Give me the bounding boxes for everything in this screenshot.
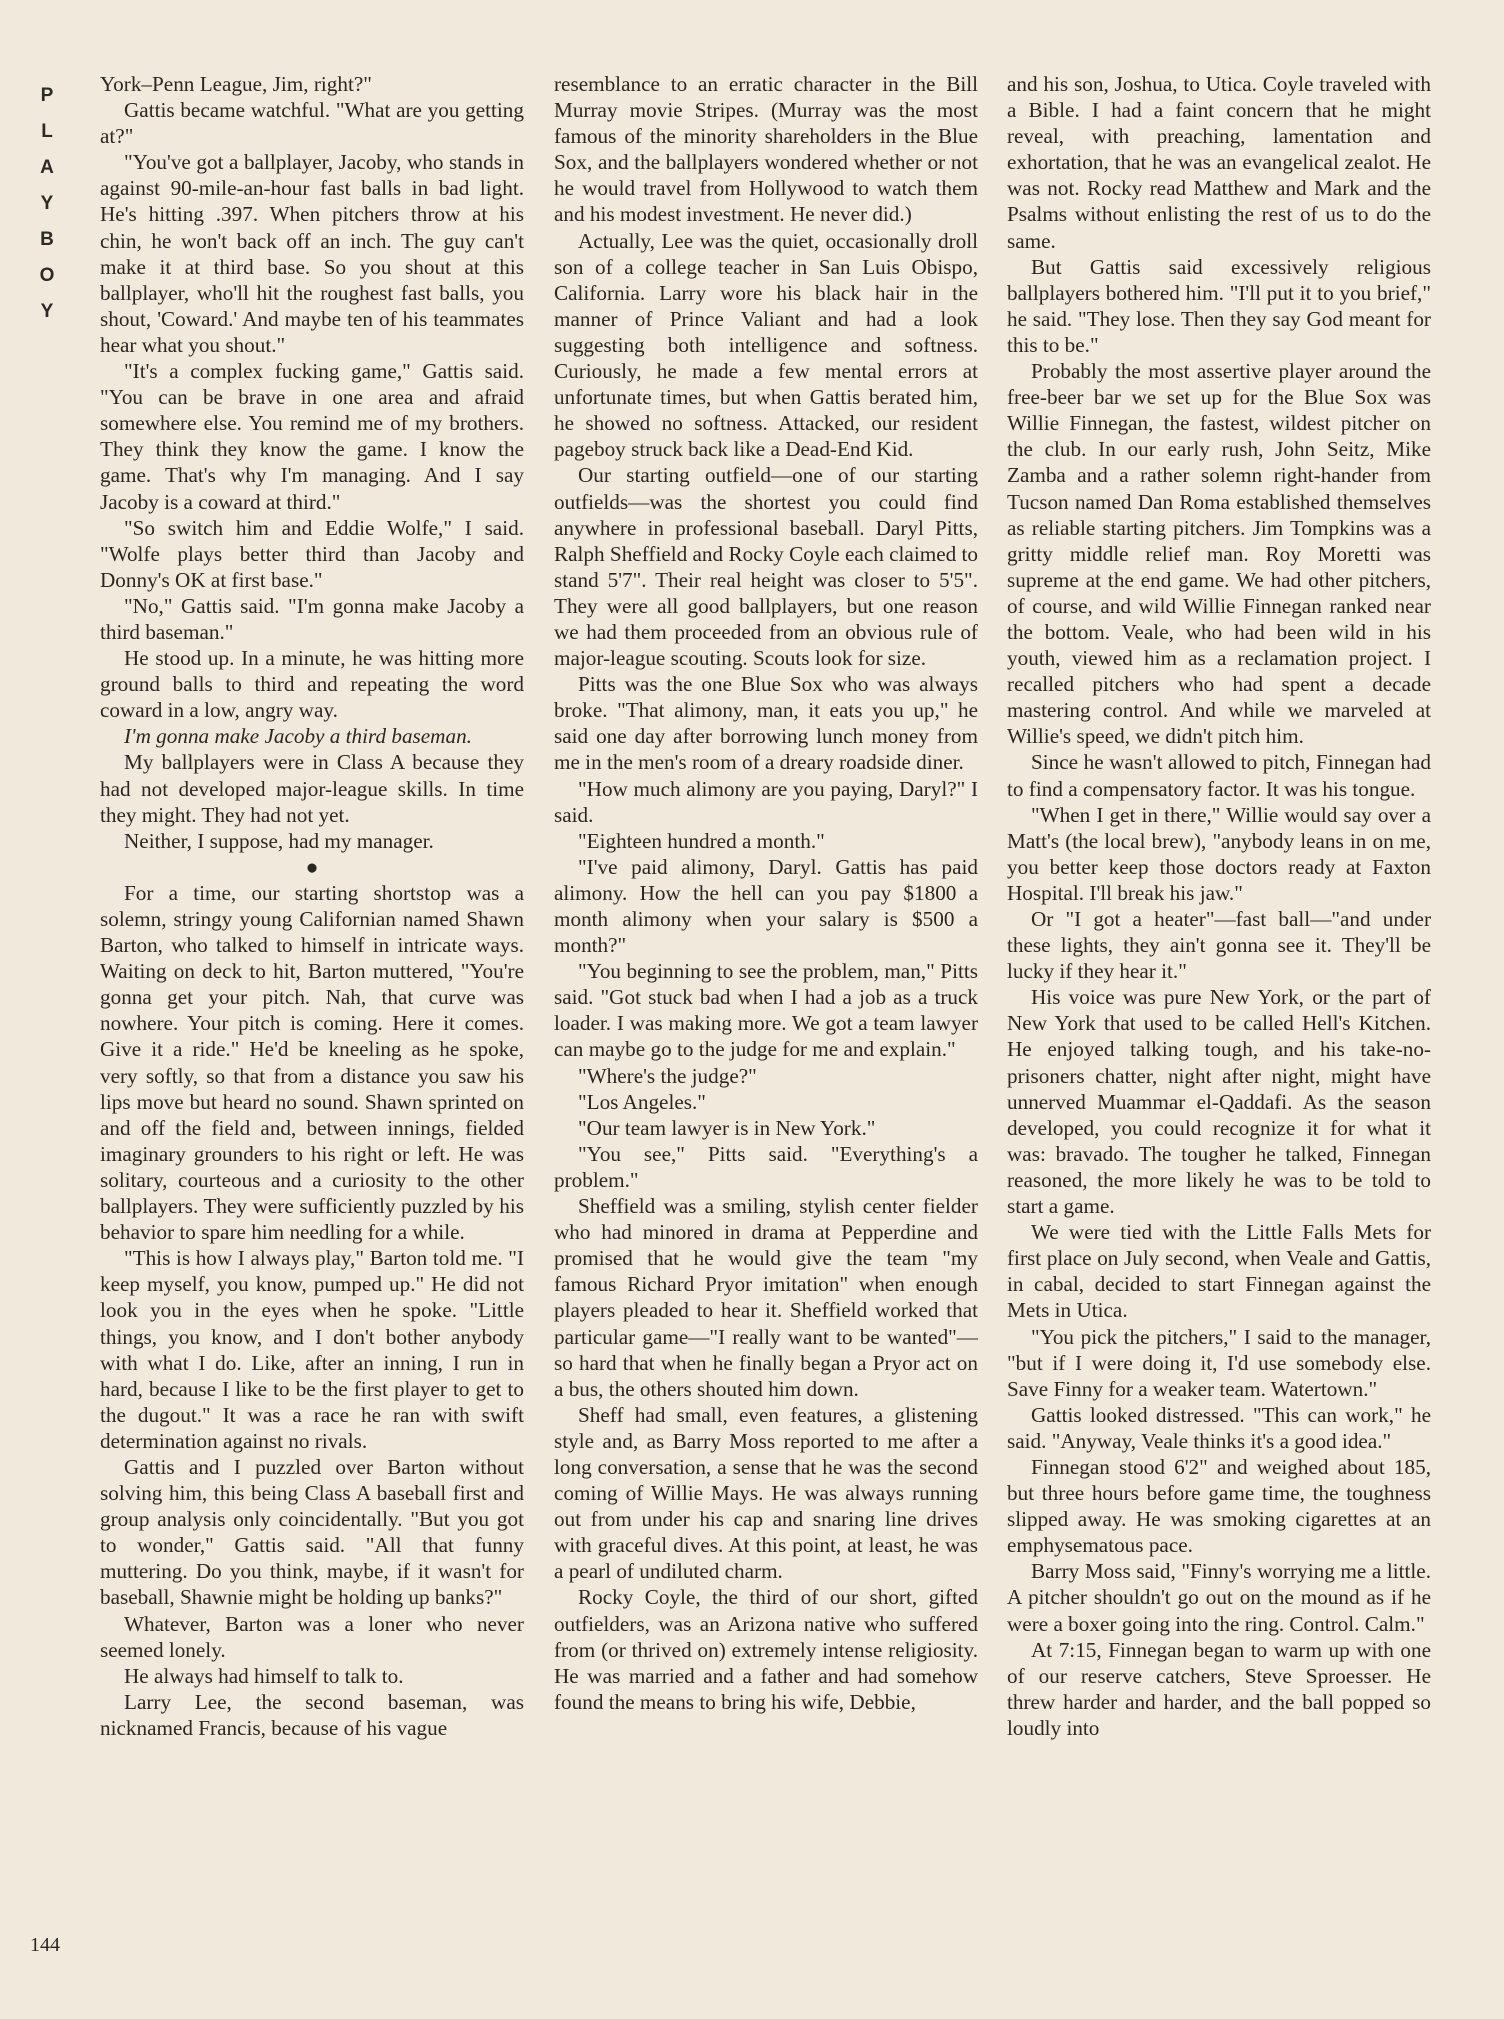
paragraph: and his son, Joshua, to Utica. Coyle traveled with a Bible. I had a faint concern that he might reveal, with preaching, lamentation and exhortation, that he was an evangelical zealot. He was not. Rocky read Matthew and Mark and the Psalms without enlisting the rest of us to do the same. (1007, 72, 1431, 253)
paragraph: Gattis and I puzzled over Barton without solving him, this being Class A baseball first and group analysis only coincidentally. "But you got to wonder," Gattis said. "All that funny muttering. Do you think, maybe, if it wasn't for baseball, Shawnie might be holding up banks?" (100, 1454, 524, 1610)
logo-letter: P (40, 85, 54, 106)
paragraph: Rocky Coyle, the third of our short, gifted outfielders, was an Arizona native who suffered from (or thrived on) extremely intense religiosity. He was married and a father and had somehow found the means to bring his wife, Debbie, (554, 1585, 978, 1714)
paragraph: "Our team lawyer is in New York." (578, 1115, 876, 1140)
logo-letter: L (41, 121, 53, 142)
paragraph: York–Penn League, Jim, right?" (100, 72, 372, 96)
paragraph: Sheffield was a smiling, stylish center fielder who had minored in drama at Pepperdine and promised that he would give the team "my famous Richard Pryor imitation" when enough players pleaded to hear it. Sheffield worked that particular game—"I really want to be wanted"—so hard that when he finally began a Pryor act on a bus, the others shouted him down. (554, 1194, 978, 1401)
paragraph: My ballplayers were in Class A because they had not developed major-league skills. In time they might. They had not yet. (100, 750, 524, 827)
paragraph: Whatever, Barton was a loner who never seemed lonely. (100, 1611, 524, 1662)
paragraph: "When I get in there," Willie would say over a Matt's (the local brew), "anybody leans in on me, you better keep those doctors ready at Faxton Hospital. I'll break his jaw." (1007, 802, 1431, 905)
paragraph: "I've paid alimony, Daryl. Gattis has paid alimony. How the hell can you pay $1800 a month alimony when your salary is $500 a month?" (554, 854, 978, 958)
paragraph: "Los Angeles." (578, 1089, 706, 1114)
logo-letter: A (40, 157, 54, 178)
paragraph: Gattis looked distressed. "This can work," he said. "Anyway, Veale thinks it's a good idea." (1007, 1402, 1431, 1453)
paragraph: He always had himself to talk to. (124, 1663, 404, 1688)
logo-letter: Y (40, 193, 54, 214)
paragraph: "Where's the judge?" (578, 1063, 757, 1088)
paragraph: Our starting outfield—one of our starting outfields—was the shortest you could find anywhere in professional baseball. Daryl Pitts, Ralph Sheffield and Rocky Coyle each claimed to stand 5'7". Their real height was closer to 5'5". They were all good ballplayers, but one reason we had them proceeded from an obvious rule of major-league scouting. Scouts look for size. (554, 463, 978, 671)
paragraph: We were tied with the Little Falls Mets for first place on July second, when Veale and Gattis, in cabal, decided to start Finnegan against the Mets in Utica. (1007, 1220, 1431, 1323)
paragraph: "Eighteen hundred a month." (578, 828, 825, 853)
paragraph: resemblance to an erratic character in the Bill Murray movie Stripes. (Murray was the most famous of the minority shareholders in the Blue Sox, and the ballplayers wondered whether or not he would travel from Hollywood to watch them and his modest investment. He never did.) (554, 72, 978, 227)
logo-letter: O (39, 265, 55, 286)
page-number: 144 (30, 1934, 60, 1956)
logo-letter: B (40, 229, 54, 250)
paragraph: Or "I got a heater"—fast ball—"and under these lights, they ain't gonna see it. They'll be lucky if they hear it." (1007, 907, 1431, 984)
text-column-1 (100, 71, 524, 1741)
paragraph: "You beginning to see the problem, man," Pitts said. "Got stuck bad when I had a job as a truck loader. I was making more. We got a team lawyer can maybe go to the judge for me and explain." (554, 959, 978, 1062)
paragraph: Since he wasn't allowed to pitch, Finnegan had to find a compensatory factor. It was his tongue. (1007, 750, 1431, 801)
paragraph: At 7:15, Finnegan began to warm up with one of our reserve catchers, Steve Sproesser. He threw harder and harder, and the ball popped so loudly into (1007, 1637, 1431, 1740)
paragraph: ● (305, 854, 319, 879)
paragraph: Neither, I suppose, had my manager. (124, 828, 434, 853)
paragraph: "You've got a ballplayer, Jacoby, who stands in against 90-mile-an-hour fast balls in bad light. He's hitting .397. When pitchers throw at his chin, he won't back off an inch. The guy can't make it at third base. So you shout at this ballplayer, who'll hit the roughest fast balls, you shout, 'Coward.' And maybe ten of his teammates hear what you shout." (100, 150, 524, 357)
paragraph: "You see," Pitts said. "Everything's a problem." (554, 1141, 978, 1192)
paragraph: "You pick the pitchers," I said to the manager, "but if I were doing it, I'd use somebody else. Save Finny for a weaker team. Watertown." (1007, 1324, 1431, 1401)
paragraph: For a time, our starting shortstop was a solemn, stringy young Californian named Shawn Barton, who talked to himself in intricate ways. Waiting on deck to hit, Barton muttered, "You're gonna get your pitch. Nah, that curve was nowhere. Your pitch is coming. Here it comes. Give it a ride." He'd be kneeling as he spoke, very softly, so that from a distance you saw his lips move but heard no sound. Shawn sprinted on and off the field and, between innings, fielded imaginary grounders to his right or left. He was solitary, courteous and a curiosity to the other ballplayers. They were sufficiently puzzled by his behavior to spare him needling for a while. (100, 880, 524, 1245)
paragraph: "How much alimony are you paying, Daryl?" I said. (554, 776, 978, 827)
paragraph: "It's a complex fucking game," Gattis said. "You can be brave in one area and afraid somewhere else. You remind me of my brothers. They think they know the game. I know the game. That's why I'm managing. And I say Jacoby is a coward at third." (100, 359, 524, 514)
paragraph: Gattis became watchful. "What are you getting at?" (100, 98, 524, 149)
paragraph: Sheff had small, even features, a glistening style and, as Barry Moss reported to me after a long conversation, a sense that he was the second coming of Willie Mays. He was always running out from under his cap and snaring line drives with graceful dives. At this point, at least, he was a pearl of undiluted charm. (554, 1402, 978, 1584)
paragraph: Larry Lee, the second baseman, was nicknamed Francis, because of his vague (100, 1689, 524, 1740)
paragraph: "This is how I always play," Barton told me. "I keep myself, you know, pumped up." He did not look you in the eyes when he spoke. "Little things, you know, and I don't bother anybody with what I do. Like, after an inning, I run in hard, because I like to be the first player to get to the dugout." It was a race he ran with swift determination against no rivals. (100, 1246, 524, 1453)
text-column-2 (554, 71, 978, 1715)
text-column-3 (1007, 71, 1431, 1741)
paragraph: Actually, Lee was the quiet, occasionally droll son of a college teacher in San Luis Obispo, California. Larry wore his black hair in the manner of Prince Valiant and had a look suggesting both intelligence and softness. Curiously, he made a few mental errors at unfortunate times, but when Gattis berated him, he showed no softness. Attacked, our resident pageboy struck back like a Dead-End Kid. (554, 228, 978, 462)
paragraph: "So switch him and Eddie Wolfe," I said. "Wolfe plays better third than Jacoby and Donny's OK at first base." (100, 515, 524, 592)
paragraph: Finnegan stood 6'2" and weighed about 185, but three hours before game time, the toughness slipped away. He was smoking cigarettes at an emphysematous pace. (1007, 1454, 1431, 1558)
paragraph: I'm gonna make Jacoby a third baseman. (124, 724, 472, 749)
logo-letter: Y (40, 301, 54, 322)
paragraph: Pitts was the one Blue Sox who was always broke. "That alimony, man, it eats you up," he said one day after borrowing lunch money from me in the men's room of a dreary roadside diner. (554, 672, 978, 775)
paragraph: "No," Gattis said. "I'm gonna make Jacoby a third baseman." (100, 593, 524, 644)
paragraph: But Gattis said excessively religious ballplayers bothered him. "I'll put it to you brief," he said. "They lose. Then they say God meant for this to be." (1007, 254, 1431, 357)
paragraph: His voice was pure New York, or the part of New York that used to be called Hell's Kitchen. He enjoyed talking tough, and his take-no-prisoners chatter, night after night, might have unnerved Muammar el-Qaddafi. As the season developed, you could recognize it for what it was: bravado. The tougher he talked, Finnegan reasoned, the more likely he was to be told to start a game. (1007, 985, 1431, 1219)
magazine-logo-vertical (30, 78, 64, 330)
paragraph: Barry Moss said, "Finny's worrying me a little. A pitcher shouldn't go out on the mound as if he were a boxer going into the ring. Control. Calm." (1007, 1559, 1431, 1636)
paragraph: Probably the most assertive player around the free-beer bar we set up for the Blue Sox was Willie Finnegan, the fastest, wildest pitcher on the club. In our early rush, John Seitz, Mike Zamba and a rather solemn right-hander from Tucson named Dan Roma established themselves as reliable starting pitchers. Jim Tompkins was a gritty middle relief man. Roy Moretti was supreme at the end game. We had other pitchers, of course, and wild Willie Finnegan ranked near the bottom. Veale, who had been wild in his youth, viewed him as a reclamation project. I recalled pitchers who had spent a decade mastering control. And while we marveled at Willie's speed, we didn't pitch him. (1007, 359, 1431, 749)
paragraph: He stood up. In a minute, he was hitting more ground balls to third and repeating the word coward in a low, angry way. (100, 646, 524, 723)
